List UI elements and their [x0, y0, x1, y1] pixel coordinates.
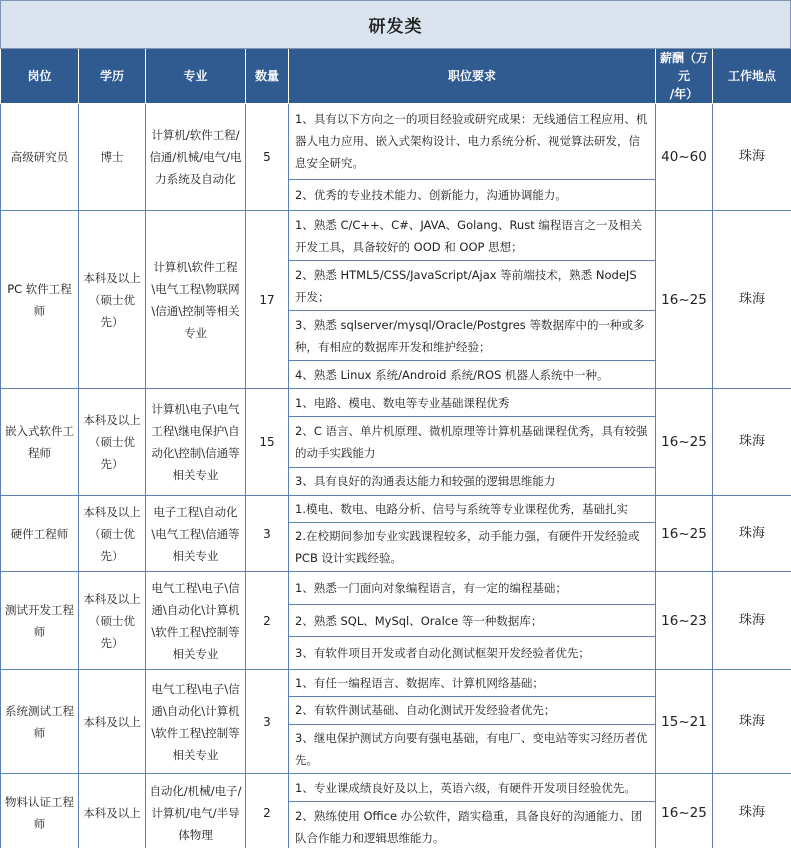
cell-requirements	[289, 670, 656, 774]
requirement-item: 2、有软件测试基础、自动化测试开发经验者优先；	[289, 697, 655, 724]
cell-role: 系统测试工程师	[1, 670, 79, 774]
cell-location: 珠海	[713, 572, 791, 670]
cell-role: 嵌入式软件工程师	[1, 389, 79, 496]
table-row	[1, 104, 791, 211]
header-requirements: 职位要求	[289, 49, 656, 104]
header-count: 数量	[246, 49, 289, 104]
requirement-item: 3、具有良好的沟通表达能力和较强的逻辑思维能力	[295, 474, 556, 489]
cell-salary: 16~23	[656, 572, 713, 670]
cell-salary: 16~25	[656, 774, 713, 848]
requirement-list	[289, 670, 655, 773]
requirement-list	[289, 211, 655, 388]
cell-count: 5	[246, 104, 289, 211]
cell-role: 测试开发工程师	[1, 572, 79, 670]
requirement-item: 1、有任一编程语言、数据库、计算机网络基础；	[289, 670, 655, 697]
cell-location: 珠海	[713, 774, 791, 848]
requirement-item: 3、继电保护测试方向要有强电基础，有电厂、变电站等实习经历者优先。	[295, 730, 648, 767]
requirement-list	[289, 496, 655, 571]
cell-major: 计算机/软件工程/信通/机械/电气/电力系统及自动化	[146, 104, 246, 211]
cell-education: 博士	[79, 104, 146, 211]
cell-salary: 15~21	[656, 670, 713, 774]
requirement-item: 1、电路、模电、数电等专业基础课程优秀	[289, 389, 655, 417]
requirement-list	[289, 104, 655, 210]
table-row	[1, 389, 791, 496]
cell-salary: 16~25	[656, 211, 713, 389]
cell-requirements	[289, 572, 656, 670]
requirement-list	[289, 774, 655, 848]
cell-education: 本科及以上	[79, 670, 146, 774]
cell-count: 2	[246, 774, 289, 848]
requirement-item: 2、熟悉 SQL、MySql、Oralce 等一种数据库；	[289, 605, 655, 638]
cell-education: 本科及以上（硕士优先）	[79, 496, 146, 572]
cell-role: PC 软件工程师	[1, 211, 79, 389]
cell-salary: 16~25	[656, 389, 713, 496]
table-row	[1, 572, 791, 670]
cell-major: 电气工程\电子\信通\自动化\计算机\软件工程\控制等相关专业	[146, 670, 246, 774]
cell-count: 3	[246, 496, 289, 572]
cell-salary: 16~25	[656, 496, 713, 572]
cell-location: 珠海	[713, 104, 791, 211]
requirement-list	[289, 389, 655, 495]
job-table	[0, 49, 791, 848]
cell-requirements	[289, 389, 656, 496]
cell-role: 硬件工程师	[1, 496, 79, 572]
requirement-list	[289, 572, 655, 669]
cell-location: 珠海	[713, 389, 791, 496]
table-body	[1, 104, 791, 848]
requirement-item: 1、专业课成绩良好及以上，英语六级，有硬件开发项目经验优先。	[289, 774, 655, 802]
requirement-item: 2、C 语言、单片机原理、微机原理等计算机基础课程优秀，具有较强的动手实践能力	[289, 417, 655, 467]
header-salary-line1: 薪酬（万元	[659, 51, 708, 83]
cell-education: 本科及以上	[79, 774, 146, 848]
requirement-item: 2、优秀的专业技术能力、创新能力，沟通协调能力。	[295, 187, 567, 202]
header-role: 岗位	[1, 49, 79, 104]
header-major: 专业	[146, 49, 246, 104]
requirement-item: 1.模电、数电、电路分析、信号与系统等专业课程优秀，基础扎实	[289, 496, 655, 523]
header-education: 学历	[79, 49, 146, 104]
cell-count: 2	[246, 572, 289, 670]
cell-education: 本科及以上（硕士优先）	[79, 211, 146, 389]
section-title: 研发类	[0, 0, 791, 49]
header-salary	[656, 49, 713, 104]
cell-major: 计算机\软件工程\电气工程\物联网\信通\控制等相关专业	[146, 211, 246, 389]
requirement-item: 3、有软件项目开发或者自动化测试框架开发经验者优先；	[295, 646, 590, 661]
cell-major: 电气工程\电子\信通\自动化\计算机\软件工程\控制等相关专业	[146, 572, 246, 670]
cell-location: 珠海	[713, 670, 791, 774]
cell-requirements	[289, 104, 656, 211]
table-row	[1, 774, 791, 848]
cell-salary: 40~60	[656, 104, 713, 211]
header-location: 工作地点	[713, 49, 791, 104]
table-row	[1, 670, 791, 774]
cell-count: 17	[246, 211, 289, 389]
cell-role: 物料认证工程师	[1, 774, 79, 848]
requirement-item: 1、熟悉一门面向对象编程语言，有一定的编程基础；	[289, 572, 655, 605]
header-salary-line2: /年）	[669, 87, 699, 101]
cell-role: 高级研究员	[1, 104, 79, 211]
cell-requirements	[289, 211, 656, 389]
cell-major: 电子工程\自动化\电气工程\信通等相关专业	[146, 496, 246, 572]
requirement-item: 2、熟练使用 Office 办公软件，踏实稳重，具备良好的沟通能力、团队合作能力和逻辑思维能力。	[295, 808, 643, 845]
cell-requirements	[289, 496, 656, 572]
cell-count: 15	[246, 389, 289, 496]
table-row	[1, 211, 791, 389]
cell-location: 珠海	[713, 496, 791, 572]
cell-count: 3	[246, 670, 289, 774]
cell-education: 本科及以上（硕士优先）	[79, 572, 146, 670]
cell-requirements	[289, 774, 656, 848]
table-row	[1, 496, 791, 572]
requirement-item: 2、熟悉 HTML5/CSS/JavaScript/Ajax 等前端技术，熟悉 NodeJS 开发；	[289, 261, 655, 311]
cell-education: 本科及以上（硕士优先）	[79, 389, 146, 496]
table-header	[1, 49, 791, 104]
cell-major: 计算机\电子\电气工程\继电保护\自动化\控制\信通等相关专业	[146, 389, 246, 496]
requirement-item: 3、熟悉 sqlserver/mysql/Oracle/Postgres 等数据库中的一种或多种，有相应的数据库开发和维护经验；	[289, 311, 655, 361]
cell-location: 珠海	[713, 211, 791, 389]
requirement-item: 2.在校期间参加专业实践课程较多，动手能力强，有硬件开发经验或PCB 设计实践经验。	[295, 529, 640, 565]
cell-major: 自动化/机械/电子/计算机/电气/半导体物理	[146, 774, 246, 848]
requirement-item: 1、具有以下方向之一的项目经验或研究成果：无线通信工程应用、机器人电力应用、嵌入式架构设计、电力系统分析、视觉算法研发，信息安全研究。	[289, 104, 655, 180]
requirement-item: 4、熟悉 Linux 系统/Android 系统/ROS 机器人系统中一种。	[295, 367, 609, 382]
requirement-item: 1、熟悉 C/C++、C#、JAVA、Golang、Rust 编程语言之一及相关开发工具，具备较好的 OOD 和 OOP 思想；	[289, 211, 655, 261]
